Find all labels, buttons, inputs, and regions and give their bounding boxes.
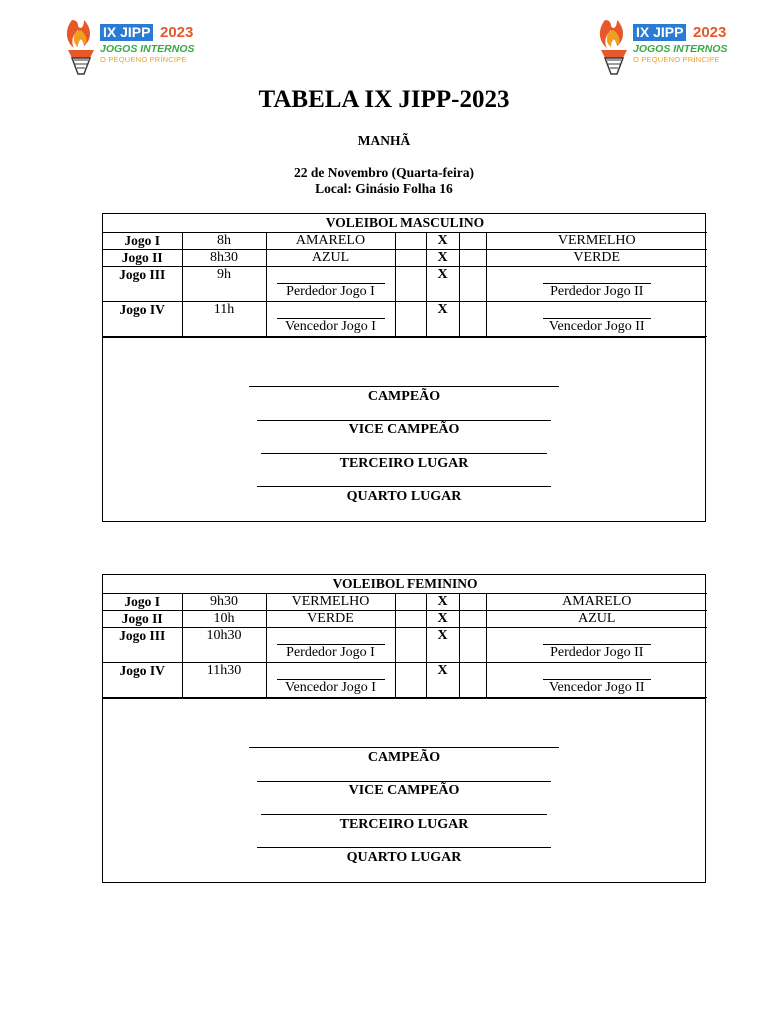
score-b [459,249,486,266]
score-a [395,627,426,662]
team-b-note: Perdedor Jogo II [550,283,644,299]
team-b-cell [486,662,707,697]
game-name: Jogo I [103,593,182,610]
fourth-place-label: QUARTO LUGAR [346,488,462,504]
logo-year: 2023 [693,24,727,41]
score-b [459,232,486,249]
versus-mark: X [426,662,459,697]
logo-year: 2023 [160,24,194,41]
score-b [459,610,486,627]
team-b-cell [486,301,707,336]
team-a-note: Perdedor Jogo I [286,644,375,660]
game-time: 9h30 [182,593,266,610]
champion-blank [249,747,559,748]
game-row [103,249,707,266]
runner-up-blank [257,781,551,782]
table-heading: VOLEIBOL MASCULINO [103,214,707,232]
location-label: Local: Ginásio Folha 16 [315,181,453,196]
runner-up-label: VICE CAMPEÃO [348,782,460,798]
final-standings [103,337,705,521]
game-row [103,610,707,627]
table-heading: VOLEIBOL FEMININO [103,575,707,593]
game-row [103,593,707,610]
versus-mark: X [426,627,459,662]
score-b [459,627,486,662]
team-a-cell [266,266,395,301]
game-name: Jogo IV [103,662,182,697]
third-place-label: TERCEIRO LUGAR [339,816,469,832]
score-b [459,301,486,336]
score-a [395,662,426,697]
champion-label: CAMPEÃO [367,749,441,765]
team-b-note: Perdedor Jogo II [550,644,644,660]
third-place-blank [261,453,547,454]
game-row [103,301,707,336]
game-row [103,627,707,662]
team-b-blank [543,663,651,680]
team-a: AZUL [266,249,395,266]
period-label: MANHÃ [357,133,411,148]
score-b [459,662,486,697]
game-name: Jogo II [103,249,182,266]
runner-up-blank [257,420,551,421]
final-standings [103,698,705,882]
game-time: 11h [182,301,266,336]
team-b-blank [543,267,651,284]
team-a-blank [277,628,385,645]
versus-mark: X [426,593,459,610]
champion-label: CAMPEÃO [367,388,441,404]
fourth-place-blank [257,486,551,487]
game-time: 11h30 [182,662,266,697]
date-label: 22 de Novembro (Quarta-feira) [293,165,475,180]
logo-tagline: O PEQUENO PRÍNCIPE [633,55,720,64]
game-row [103,266,707,301]
score-a [395,266,426,301]
game-row [103,662,707,697]
logo-badge: IX JIPP [633,24,686,41]
score-b [459,593,486,610]
game-time: 8h [182,232,266,249]
team-b-cell [486,266,707,301]
game-time: 10h30 [182,627,266,662]
versus-mark: X [426,301,459,336]
versus-mark: X [426,249,459,266]
team-b-blank [543,628,651,645]
score-b [459,266,486,301]
team-b-note: Vencedor Jogo II [548,318,645,334]
schedule-table-feminino [102,574,706,883]
game-name: Jogo I [103,232,182,249]
torch-icon [595,14,635,78]
fourth-place-label: QUARTO LUGAR [346,849,462,865]
team-a-note: Perdedor Jogo I [286,283,375,299]
team-a-note: Vencedor Jogo I [285,679,376,695]
score-a [395,249,426,266]
table-heading-row [103,214,707,232]
team-b-note: Vencedor Jogo II [548,679,645,695]
versus-mark: X [426,610,459,627]
runner-up-label: VICE CAMPEÃO [348,421,460,437]
game-name: Jogo III [103,627,182,662]
team-a-cell [266,627,395,662]
game-name: Jogo IV [103,301,182,336]
versus-mark: X [426,266,459,301]
event-logo-left [62,14,202,78]
game-name: Jogo II [103,610,182,627]
score-a [395,610,426,627]
logo-subtitle: JOGOS INTERNOS [100,43,195,55]
team-b: VERMELHO [486,232,707,249]
champion-blank [249,386,559,387]
team-b-cell [486,627,707,662]
team-a-blank [277,663,385,680]
game-time: 10h [182,610,266,627]
team-a: VERDE [266,610,395,627]
logo-tagline: O PEQUENO PRÍNCIPE [100,55,187,64]
logo-badge: IX JIPP [100,24,153,41]
team-a-cell [266,301,395,336]
team-a: VERMELHO [266,593,395,610]
versus-mark: X [426,232,459,249]
third-place-label: TERCEIRO LUGAR [339,455,469,471]
game-time: 8h30 [182,249,266,266]
torch-icon [62,14,102,78]
team-a-note: Vencedor Jogo I [285,318,376,334]
game-row [103,232,707,249]
fourth-place-blank [257,847,551,848]
score-a [395,301,426,336]
team-a-blank [277,302,385,319]
team-b: VERDE [486,249,707,266]
team-b-blank [543,302,651,319]
table-heading-row [103,575,707,593]
game-name: Jogo III [103,266,182,301]
team-a: AMARELO [266,232,395,249]
game-time: 9h [182,266,266,301]
logo-subtitle: JOGOS INTERNOS [633,43,728,55]
page-title: TABELA IX JIPP-2023 [258,86,510,113]
team-b: AMARELO [486,593,707,610]
event-logo-right [595,14,735,78]
team-b: AZUL [486,610,707,627]
third-place-blank [261,814,547,815]
team-a-blank [277,267,385,284]
score-a [395,593,426,610]
score-a [395,232,426,249]
schedule-table-masculino [102,213,706,522]
team-a-cell [266,662,395,697]
